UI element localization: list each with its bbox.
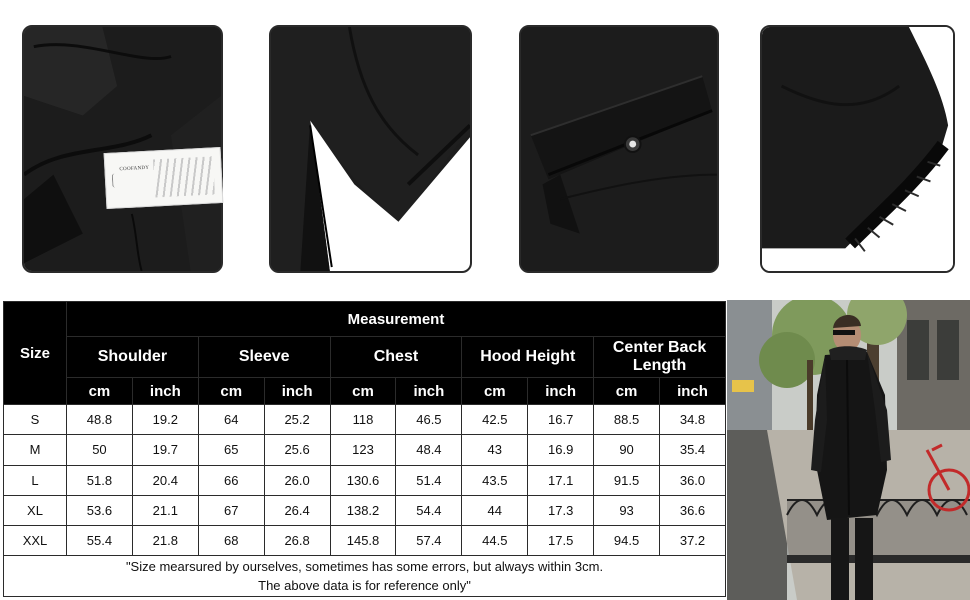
hang-tag-logo-icon: [112, 173, 120, 187]
size-value-cell: 93: [594, 495, 660, 525]
size-row: [4, 465, 726, 495]
size-value-cell: 53.6: [67, 495, 133, 525]
unit-header: cm: [462, 378, 528, 405]
hem-detail-photo: [269, 25, 472, 273]
size-value-cell: 88.5: [594, 405, 660, 435]
size-value-cell: 51.4: [396, 465, 462, 495]
size-value-cell: 36.6: [660, 495, 726, 525]
unit-header: inch: [396, 378, 462, 405]
size-value-cell: 46.5: [396, 405, 462, 435]
size-value-cell: 43: [462, 435, 528, 465]
size-value-cell: 44.5: [462, 525, 528, 555]
size-value-cell: 50: [67, 435, 133, 465]
shoulder-header: Shoulder: [67, 337, 199, 378]
size-value-cell: 66: [198, 465, 264, 495]
size-label: XXL: [4, 525, 67, 555]
size-label: L: [4, 465, 67, 495]
size-value-cell: 90: [594, 435, 660, 465]
size-value-cell: 26.0: [264, 465, 330, 495]
pocket-detail-photo: [519, 25, 719, 273]
unit-header-row: [4, 378, 726, 405]
size-value-cell: 17.5: [528, 525, 594, 555]
unit-header: inch: [660, 378, 726, 405]
size-value-cell: 48.4: [396, 435, 462, 465]
size-value-cell: 67: [198, 495, 264, 525]
size-label: XL: [4, 495, 67, 525]
size-value-cell: 44: [462, 495, 528, 525]
unit-header: cm: [330, 378, 396, 405]
hang-tag-print: [153, 156, 215, 197]
model-street-photo: [727, 300, 970, 600]
chest-header: Chest: [330, 337, 462, 378]
size-value-cell: 43.5: [462, 465, 528, 495]
size-label: M: [4, 435, 67, 465]
size-value-cell: 68: [198, 525, 264, 555]
size-value-cell: 138.2: [330, 495, 396, 525]
size-value-cell: 26.8: [264, 525, 330, 555]
size-row: [4, 435, 726, 465]
group-header-row: [4, 337, 726, 378]
size-value-cell: 94.5: [594, 525, 660, 555]
size-value-cell: 145.8: [330, 525, 396, 555]
size-chart-table: [3, 301, 726, 597]
size-row: [4, 405, 726, 435]
size-value-cell: 51.8: [67, 465, 133, 495]
size-value-cell: 21.1: [132, 495, 198, 525]
size-value-cell: 34.8: [660, 405, 726, 435]
size-value-cell: 123: [330, 435, 396, 465]
hang-tag-brand: COOFANDY: [119, 165, 150, 173]
size-note: [4, 555, 726, 596]
size-value-cell: 25.6: [264, 435, 330, 465]
hang-tag: [104, 147, 224, 209]
unit-header: inch: [528, 378, 594, 405]
center-back-length-header: Center Back Length: [594, 337, 726, 378]
size-value-cell: 19.2: [132, 405, 198, 435]
size-row: [4, 525, 726, 555]
size-value-cell: 19.7: [132, 435, 198, 465]
size-value-cell: 16.9: [528, 435, 594, 465]
size-value-cell: 130.6: [330, 465, 396, 495]
size-value-cell: 57.4: [396, 525, 462, 555]
unit-header: inch: [264, 378, 330, 405]
size-value-cell: 48.8: [67, 405, 133, 435]
cuff-detail-photo: [760, 25, 955, 273]
size-value-cell: 21.8: [132, 525, 198, 555]
size-value-cell: 54.4: [396, 495, 462, 525]
sleeve-header: Sleeve: [198, 337, 330, 378]
size-value-cell: 55.4: [67, 525, 133, 555]
size-value-cell: 42.5: [462, 405, 528, 435]
size-value-cell: 64: [198, 405, 264, 435]
size-note-line2: The above data is for reference only": [258, 577, 471, 593]
size-value-cell: 26.4: [264, 495, 330, 525]
unit-header: cm: [594, 378, 660, 405]
unit-header: inch: [132, 378, 198, 405]
size-value-cell: 118: [330, 405, 396, 435]
measurement-header: Measurement: [67, 302, 726, 337]
size-value-cell: 17.1: [528, 465, 594, 495]
size-value-cell: 65: [198, 435, 264, 465]
size-value-cell: 16.7: [528, 405, 594, 435]
size-header: Size: [4, 302, 67, 405]
note-row: [4, 555, 726, 596]
size-row: [4, 495, 726, 525]
size-value-cell: 35.4: [660, 435, 726, 465]
unit-header: cm: [67, 378, 133, 405]
size-value-cell: 36.0: [660, 465, 726, 495]
size-value-cell: 25.2: [264, 405, 330, 435]
size-value-cell: 37.2: [660, 525, 726, 555]
hood-height-header: Hood Height: [462, 337, 594, 378]
size-value-cell: 20.4: [132, 465, 198, 495]
size-value-cell: 17.3: [528, 495, 594, 525]
size-label: S: [4, 405, 67, 435]
size-note-line1: "Size mearsured by ourselves, sometimes has some errors, but always within 3cm.: [125, 558, 604, 574]
size-value-cell: 91.5: [594, 465, 660, 495]
unit-header: cm: [198, 378, 264, 405]
